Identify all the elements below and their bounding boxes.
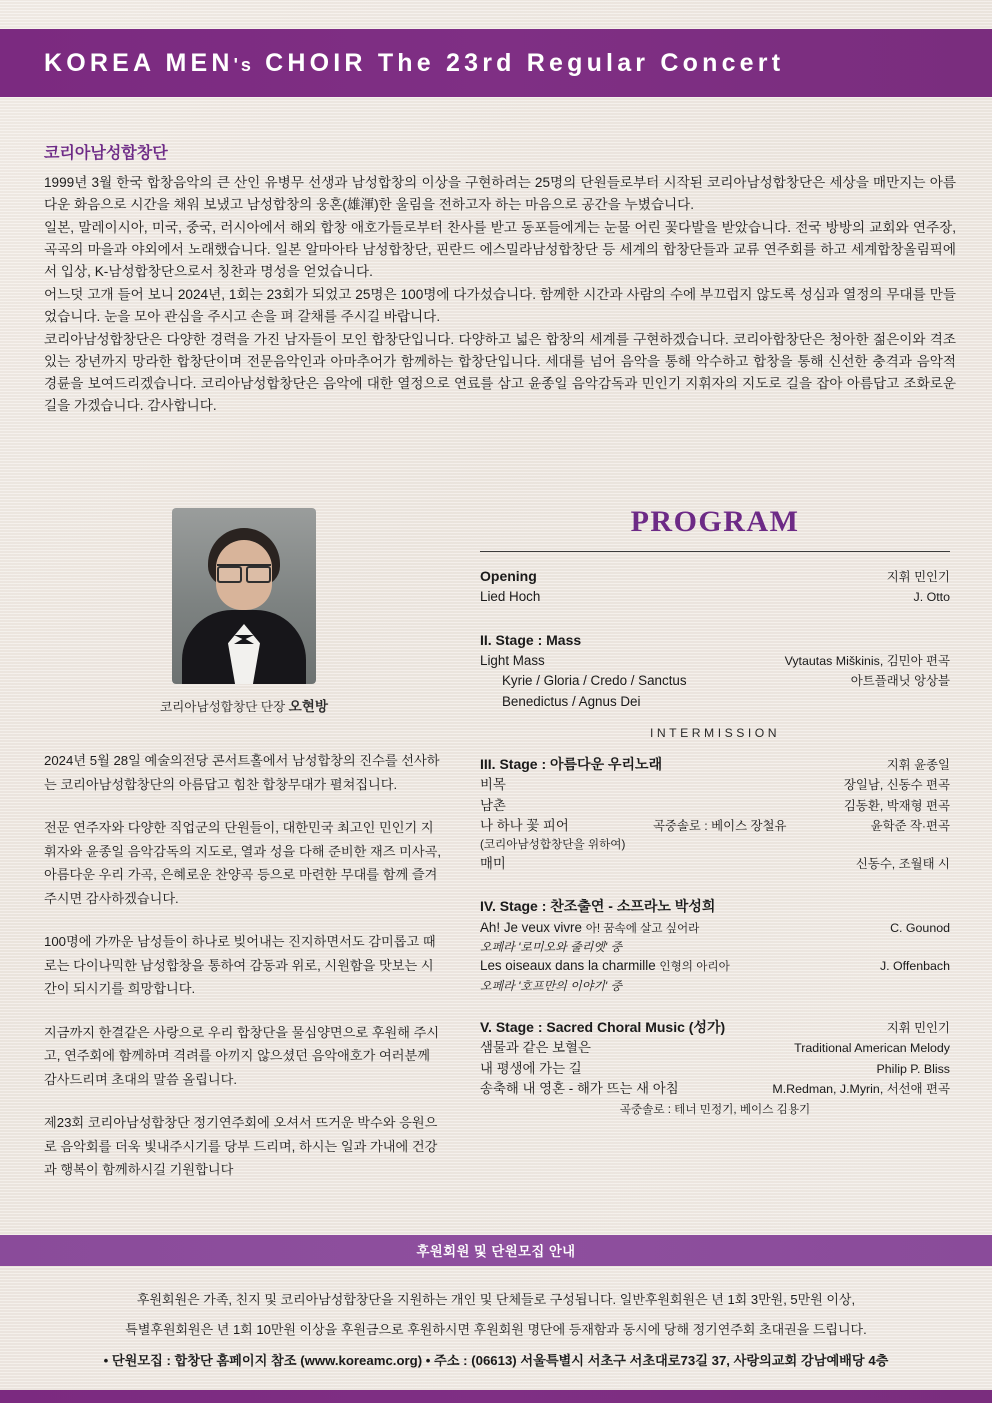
program-item-credit: 아트플래닛 앙상블: [850, 674, 950, 689]
program-item: [480, 1059, 950, 1079]
stage-title: II. Stage : Mass: [480, 631, 582, 648]
program-stage-footnote: 곡중솔로 : 테너 민정기, 베이스 김용기: [619, 1103, 811, 1117]
program-item: [480, 918, 950, 938]
program-item: [480, 1038, 950, 1058]
program-item-title: Kyrie / Gloria / Credo / Sanctus: [502, 673, 687, 689]
program-item-credit: C. Gounod: [890, 920, 950, 935]
stage-header: [480, 896, 950, 917]
program-item-title: Light Mass: [480, 652, 545, 668]
footer-line: 특별후원회원은 년 1회 10만원 이상을 후원금으로 후원하시면 후원회원 명단에 등재함과 동시에 당해 정기연주회 초대권을 드립니다.: [125, 1321, 867, 1337]
divider: [480, 551, 950, 552]
program-item: [480, 587, 950, 607]
stage-title: V. Stage : Sacred Choral Music (성가): [480, 1018, 726, 1035]
stage-header: [480, 630, 950, 651]
program-item-credit: J. Otto: [913, 590, 950, 605]
stage-conductor: 지휘 민인기: [886, 570, 950, 584]
program-item: [480, 671, 950, 691]
program-item-title: Benedictus / Agnus Dei: [502, 693, 641, 709]
greeting-paragraph: 전문 연주자와 다양한 직업군의 단원들이, 대한민국 최고인 민인기 지휘자와 윤종일 음악감독의 지도로, 열과 성을 다해 준비한 재즈 미사곡, 아름다운 우리 가곡, 은혜로운 찬양곡 등으로 마련한 무대를 함께 즐겨주시면 감사하겠습니다.: [44, 820, 441, 906]
title-sub: The 23rd Regular Concert: [377, 48, 785, 77]
program-item: [480, 956, 950, 976]
program-item-title: [480, 918, 699, 938]
program-item-translation: 인형의 아리아: [659, 960, 730, 974]
program-item-title: 비목: [480, 777, 506, 793]
stage-header: [480, 754, 950, 775]
stage-header: [480, 566, 950, 587]
glasses-icon: [217, 564, 271, 581]
stage-conductor: 지휘 윤종일: [886, 758, 950, 773]
page-title: [0, 49, 784, 78]
title-main: KOREA MEN: [44, 48, 234, 77]
greeting-paragraph: 지금까지 한결같은 사랑으로 우리 합창단을 물심양면으로 후원해 주시고, 연주회에 함께하며 격려를 아끼지 않으셨던 음악애호가 여러분께 감사드리며 초대의 말씀 올립니다.: [44, 1024, 440, 1087]
portrait-block: [44, 508, 444, 715]
program-item-title: 송축해 내 영혼 - 해가 뜨는 새 아침: [480, 1080, 679, 1096]
program-item: [480, 796, 950, 816]
bottom-strip: [0, 1390, 992, 1403]
intro-paragraph: 1999년 3월 한국 합창음악의 큰 산인 유병무 선생과 남성합창의 이상을 구현하려는 25명의 단원들로부터 시작된 코리아남성합창단은 세상을 매만지는 아름다운 화음으로 시간을 채워 보냈고 남성합창의 웅혼(雄渾)한 울림을 전하고자 하는 마음으로 공간을 누볐습니다.: [44, 175, 956, 213]
portrait-caption: [44, 695, 444, 715]
program-item-credit: Vytautas Miškinis, 김민아 편곡: [784, 653, 950, 668]
program-item-title: 샘물과 같은 보혈은: [480, 1040, 591, 1056]
header-banner: [0, 29, 992, 97]
stage-conductor: 지휘 민인기: [886, 1020, 950, 1035]
title-apostrophe: 's: [233, 54, 254, 75]
program-item: [480, 977, 950, 995]
program-column: [480, 505, 950, 1123]
program-item-credit: 장일남, 신동수 편곡: [843, 778, 950, 793]
greeting-paragraph: 제23회 코리아남성합창단 정기연주회에 오셔서 뜨거운 박수와 응원으로 음악회를 더욱 빛내주시기를 당부 드리며, 하시는 일과 가내에 건강과 행복이 함께하시길 기원합니다: [44, 1115, 438, 1177]
footer-contact: • 단원모집 : 합창단 홈페이지 참조 (www.koreamc.org) • 주소 : (06613) 서울특별시 서초구 서초대로73길 37, 사랑의교회 강남예배당 4층: [103, 1353, 889, 1368]
program-item-opera: 오페라 '로미오와 줄리엣' 중: [480, 940, 623, 955]
program-item-title-text: Ah! Je veux vivre: [480, 919, 582, 935]
intermission-label: INTERMISSION: [649, 726, 781, 741]
program-item-title: 내 평생에 가는 길: [480, 1060, 582, 1076]
program-item-credit: 김동환, 박재형 편곡: [843, 798, 950, 813]
program-item-title: Lied Hoch: [480, 589, 541, 605]
program-item: [480, 651, 950, 671]
portrait-caption-name: 오현방: [288, 699, 329, 714]
greeting-paragraph: 100명에 가까운 남성들이 하나로 빚어내는 진지하면서도 감미롭고 때로는 다이나믹한 남성합창을 통하여 감동과 위로, 시원함을 맛보는 시간이 되시기를 희망합니다.: [44, 934, 436, 996]
program-item-credit: 신동수, 조월태 시: [855, 857, 950, 872]
sponsor-banner: [0, 1235, 992, 1266]
program-item-solo: 곡중솔로 : 베이스 장철유: [652, 819, 787, 834]
stage-title: III. Stage : 아름다운 우리노래: [480, 756, 663, 773]
program-stage-5: [480, 1017, 950, 1117]
main-content: [0, 505, 992, 1205]
program-item-translation: 아! 꿈속에 살고 싶어라: [585, 921, 700, 935]
program-item: [480, 775, 950, 795]
intro-paragraph: 코리아남성합창단은 다양한 경력을 가진 남자들이 모인 합창단입니다. 다양하고 넓은 합창의 세계를 구현하겠습니다. 코리아합창단은 청아한 젊은이와 격조 있는 장년까지 망라한 합창단이며 전문음악인과 아마추어가 함께하는 합창단입니다. 세대를 넘어 음악을 통해 악수하고 합창을 통해 신선한 충격과 음악적 경륜을 보여드리겠습니다. 코리아남성합창단은 음악에 대한 열정으로 연료를 삼고 윤종일 음악감독과 민인기 지휘자의 지도로 길을 잡아 아름답고 조화로운 길을 가겠습니다. 감사합니다.: [44, 332, 956, 414]
program-stage-2: [480, 630, 950, 712]
program-item-credit: Philip P. Bliss: [876, 1061, 950, 1076]
program-item: [480, 938, 950, 956]
program-item-title-text: Les oiseaux dans la charmille: [480, 958, 656, 974]
program-stage-4: [480, 896, 950, 994]
footer-info: [0, 1290, 992, 1381]
greeting-text: [44, 749, 444, 1182]
program-stage-3: [480, 754, 950, 874]
intro-section: [44, 140, 956, 418]
intro-paragraph: 어느덧 고개 들어 보니 2024년, 1회는 23회가 되었고 25명은 100명에 다가섰습니다. 함께한 시간과 사람의 수에 부끄럽지 않도록 성심과 열정의 무대를 만들었습니다. 눈을 모아 관심을 주시고 손을 펴 갈채를 주시길 바랍니다.: [44, 287, 956, 325]
program-item-title: 매미: [480, 856, 506, 872]
program-heading: PROGRAM: [630, 505, 800, 538]
program-item-credit: M.Redman, J.Myrin, 서선애 편곡: [772, 1081, 950, 1096]
footer-line: 후원회원은 가족, 친지 및 코리아남성합창단을 지원하는 개인 및 단체들로 구성됩니다. 일반후원회원은 년 1회 3만원, 5만원 이상,: [136, 1292, 856, 1307]
chairman-photo: [172, 508, 316, 684]
greeting-paragraph: 2024년 5월 28일 예술의전당 콘서트홀에서 남성합창의 진수를 선사하는 코리아남성합창단의 아름답고 힘찬 합창무대가 펼쳐집니다.: [44, 753, 440, 792]
left-column: [44, 505, 444, 1202]
program-stage-opening: [480, 566, 950, 608]
program-item-credit: J. Offenbach: [879, 959, 950, 974]
stage-title: Opening: [480, 568, 537, 584]
program-item-title: 남촌: [480, 797, 506, 813]
sponsor-banner-label: 후원회원 및 단원모집 안내: [416, 1244, 576, 1259]
portrait-caption-prefix: 코리아남성합창단 단장: [159, 700, 289, 714]
program-item-credit: Traditional American Melody: [794, 1041, 950, 1056]
program-item-credit: 윤학준 작·편곡: [870, 819, 950, 834]
program-item: [480, 692, 950, 712]
program-item-note: (코리아남성합창단을 위하여): [480, 838, 626, 852]
program-item-opera: 오페라 '호프만의 이야기' 중: [480, 978, 623, 993]
program-item: [480, 836, 950, 854]
intro-paragraph: 일본, 말레이시아, 미국, 중국, 러시아에서 해외 합창 애호가들로부터 찬사를 받고 동포들에게는 눈물 어린 꽃다발을 받았습니다. 전국 방방의 교회와 연주장, 곡곡의 마을과 야외에서 노래했습니다. 일본 알마아타 남성합창단, 핀란드 에스밀라남성합창단 등 세계의 합창단들과 교류 연주회를 하고 세계합창올림픽에서 입상, K-남성합창단으로서 칭찬과 명성을 얻었습니다.: [44, 220, 956, 280]
title-mid: CHOIR: [253, 48, 378, 77]
program-item-title: [480, 956, 730, 976]
organization-name: 코리아남성합창단: [44, 145, 168, 162]
program-item: [480, 816, 950, 836]
program-item: [480, 854, 950, 874]
stage-header: [480, 1017, 950, 1038]
stage-title: IV. Stage : 찬조출연 - 소프라노 박성희: [480, 898, 716, 915]
program-item: [480, 1079, 950, 1099]
program-item-title: 나 하나 꽃 피어: [480, 818, 569, 834]
